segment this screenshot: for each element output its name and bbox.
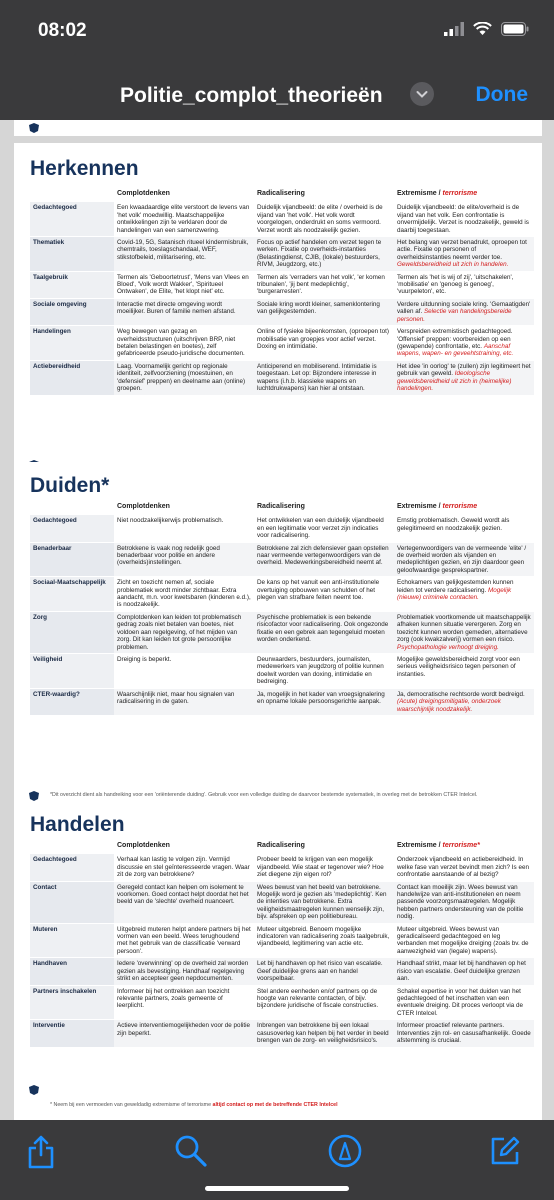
row-label: Muteren bbox=[30, 923, 114, 958]
duiden-footnote: *Dit overzicht dient als handreiking voor een 'oriënterende duiding'. Gebruik voor een volledige duiding de daarvoor bestemde systematiek, in overleg met de betrokken CTER Intelcel. bbox=[50, 792, 478, 798]
row-label: Thematiek bbox=[30, 236, 114, 271]
cell-red-text: Ideologische geweldsbereidheid uit zich in (heimelijke) handelingen. bbox=[397, 370, 512, 393]
table-row bbox=[30, 881, 534, 923]
row-label: Veiligheid bbox=[30, 654, 114, 689]
cell bbox=[394, 360, 534, 394]
cell bbox=[394, 854, 534, 881]
cell: Ja, mogelijk in het kader van vroegsignalering en opname lokale persoonsgerichte aanpak. bbox=[254, 688, 394, 715]
table-row bbox=[30, 577, 534, 612]
page-handelen bbox=[14, 803, 542, 1120]
row-label: Taalgebruik bbox=[30, 271, 114, 298]
done-button[interactable]: Done bbox=[475, 83, 528, 106]
battery-icon bbox=[501, 22, 530, 36]
cell-text: Ja, democratische rechtsorde wordt bedreigd. bbox=[397, 690, 525, 698]
table-row bbox=[30, 271, 534, 298]
cell: Verhaal kan lastig te volgen zijn. Vermijd discussie en stel geïnteresseerde vragen. Waar zit de zorg van betrokkene? bbox=[114, 854, 254, 881]
header-empty bbox=[30, 841, 114, 854]
row-label: Benaderbaar bbox=[30, 542, 114, 577]
status-icons bbox=[444, 22, 530, 36]
cell: Muteer uitgebreid. Benoem mogelijke indicatoren van radicalisering zoals taalgebruik, vijandbeeld, legitimering van actie etc. bbox=[254, 923, 394, 958]
header-empty bbox=[30, 502, 114, 515]
header-extremisme bbox=[394, 502, 534, 515]
document-title[interactable]: Politie_complot_theorieën bbox=[120, 84, 383, 107]
table-row bbox=[30, 360, 534, 394]
table-header-row bbox=[30, 189, 534, 202]
table-row bbox=[30, 923, 534, 958]
cell-red-text: Selectie van handelingsbereide personen. bbox=[397, 308, 512, 323]
row-label: Interventie bbox=[30, 1020, 114, 1047]
page-previous bbox=[14, 120, 542, 136]
cell-red-text: (Acute) dreigingsmitigatie, onderzoek waarschijnlijk noodzakelijk. bbox=[397, 698, 501, 713]
police-logo-icon bbox=[28, 1084, 40, 1096]
cell: Sociale kring wordt kleiner, samenklontering van gelijkgestemden. bbox=[254, 298, 394, 325]
cell bbox=[394, 923, 534, 958]
cell-text: Verdere uitdunning sociale kring. 'Gemaatigden' vallen af. bbox=[397, 300, 531, 316]
chevron-down-icon bbox=[410, 82, 434, 106]
cell: Let bij handhaven op het risico van escalatie. Geef duidelijke grens aan en handel voorspelbaar. bbox=[254, 958, 394, 985]
row-label: Gedachtegoed bbox=[30, 202, 114, 237]
cell-red-text: Aanschaf wapens, wapen- en geveehtstraining, etc. bbox=[397, 343, 514, 358]
row-label: Gedachtegoed bbox=[30, 515, 114, 542]
cell-text: Muteer uitgebreid. Wees bewust van geradicaliseerd gedachtegoed en leg verbanden met mogelijke dreiging (zoals bv. de aanwezigheid van (legale) wapens). bbox=[397, 925, 529, 955]
table-row bbox=[30, 611, 534, 653]
herkennen-table bbox=[30, 189, 534, 395]
cell bbox=[394, 1020, 534, 1047]
cell-text: Vertegenwoordigers van de vermeende 'elite' / de overheid worden als vijanden en medeplichtigen gezien, en zijn daardoor geen geloofwaardige gesprekspartner. bbox=[397, 544, 527, 574]
cell: Inbrengen van betrokkene bij een lokaal casusoverleg kan helpen bij het verder in beeld brengen van de zorg- en veiligheidsrisico's. bbox=[254, 1020, 394, 1047]
cell: Niet noodzakelijkerwijs problematisch. bbox=[114, 515, 254, 542]
cell bbox=[394, 881, 534, 923]
home-indicator[interactable] bbox=[205, 1186, 349, 1191]
table-row bbox=[30, 326, 534, 361]
cell-text: Problematiek voortkomende uit maatschappelijk afhaken kunnen situatie verergeren. Zorg en toezicht kunnen worden gemeden, alternatieve zorg (ook kwakzalverij) vormen een risico. bbox=[397, 613, 531, 644]
cell-text: Mogelijke geweldsbereidheid zorgt voor een serieus veiligheidsrisico tegen personen of instanties. bbox=[397, 656, 520, 678]
nav-bar bbox=[0, 60, 554, 120]
row-label: Handhaven bbox=[30, 958, 114, 985]
cell-red-text: Psychopathologie verhoogt dreiging. bbox=[397, 643, 499, 651]
search-icon[interactable] bbox=[174, 1134, 208, 1168]
header-terrorisme-text: terrorisme bbox=[442, 190, 478, 197]
cell bbox=[394, 654, 534, 689]
share-icon[interactable] bbox=[26, 1134, 56, 1170]
cell-text: Duidelijk vijandbeeld: de elite/overheid is de vijand van het volk. Een confrontatie is onvermijdelijk. Verzet is noodzakelijk, geweld is daarbij toegestaan. bbox=[397, 204, 529, 234]
row-label: CTER-waardig? bbox=[30, 688, 114, 715]
table-row bbox=[30, 236, 534, 271]
cell-text: Schakel expertise in voor het duiden van het gedachtegoed of het inschatten van een eventuele dreiging. Dit proces verloopt via de CTER Intelcel. bbox=[397, 987, 524, 1017]
cell: Waarschijnlijk niet, maar hou signalen van radicalisering in de gaten. bbox=[114, 688, 254, 715]
cell: Deurwaarders, bestuurders, journalisten, medewerkers van jeugdzorg of politie kunnen doelwit worden van doxing, intimidatie en bedreiging. bbox=[254, 654, 394, 689]
table-row bbox=[30, 854, 534, 881]
cell bbox=[394, 577, 534, 612]
title-menu-button[interactable] bbox=[410, 82, 434, 106]
markup-icon[interactable] bbox=[328, 1134, 362, 1168]
document-viewer[interactable] bbox=[0, 120, 554, 1120]
cell: Termen als 'Geboortetrust', 'Mens van Vlees en Bloed', 'Volk wordt Wakker', 'Spiritueel Ontwaken', de Elite, 'het klopt niet' etc. bbox=[114, 271, 254, 298]
duiden-table bbox=[30, 502, 534, 715]
table-row bbox=[30, 654, 534, 689]
cell: Covid-19, 5G, Satanisch ritueel kindermisbruik, chemtrails, toeslagschandaal, WEF, stikstofbeleid, militarisering, etc. bbox=[114, 236, 254, 271]
cell: Termen als 'verraders van het volk', 'er komen tribunalen', 'jij bent medeplichtig', 'burgerarresten'. bbox=[254, 271, 394, 298]
cell-text: Termen als 'het is wij of zij', 'uitschakelen', 'mobilisatie' en 'genoeg is genoeg', 'vuurpeleton', etc. bbox=[397, 273, 514, 296]
cell bbox=[394, 271, 534, 298]
cell-text: Onderzoek vijandbeeld en actiebereidheid. In welke fase van verzet bevindt men zich? Is een confrontatie aanstaande of al bezig? bbox=[397, 856, 529, 879]
table-row bbox=[30, 985, 534, 1020]
header-terrorisme-text: terrorisme* bbox=[442, 842, 480, 849]
cell-text: Informeer proactief relevante partners. Interventies zijn rol- en casusafhankelijk. Goede afstemming is cruciaal. bbox=[397, 1022, 531, 1045]
table-row bbox=[30, 688, 534, 715]
handelen-footnote bbox=[50, 1102, 338, 1108]
header-extremisme-text: Extremisme / bbox=[397, 842, 443, 849]
footnote-bold-text: altijd contact op met de betreffende CTER Intelcel bbox=[212, 1102, 338, 1108]
status-time: 08:02 bbox=[38, 20, 87, 41]
cell-text: Contact kan moeilijk zijn. Wees bewust van handelwijze van anti-institutionelen en neem passende voorzorgsmaatregelen. Mogelijk hebben partners ondersteuning van de politie nodig. bbox=[397, 883, 524, 921]
cell: Uitgebreid muteren helpt andere partners bij het vormen van een beeld. Wees terughoudend met het gebruik van de classificatie 'verward persoon'. bbox=[114, 923, 254, 958]
cell bbox=[394, 202, 534, 237]
table-row bbox=[30, 515, 534, 542]
cell: Zicht en toezicht nemen af, sociale problematiek wordt minder zichtbaar. Extra aandacht, m.n. voor kwetsbaren (kinderen e.d.), is noodzakelijk. bbox=[114, 577, 254, 612]
header-empty bbox=[30, 189, 114, 202]
table-header-row bbox=[30, 502, 534, 515]
row-label: Sociale omgeving bbox=[30, 298, 114, 325]
cell: Interactie met directe omgeving wordt moeilijker. Buren of familie nemen afstand. bbox=[114, 298, 254, 325]
row-label: Handelingen bbox=[30, 326, 114, 361]
footnote-text: * Neem bij een vermoeden van geweldadig extremisme of terrorisme bbox=[50, 1102, 213, 1108]
header-complotdenken: Complotdenken bbox=[117, 842, 170, 849]
cell: Betrokkene zal zich defensiever gaan opstellen naar vermeende vertegenwoordigers van de overheid. Medewerkingsbereidheid neemt af. bbox=[254, 542, 394, 577]
cell: Wees bewust van het beeld van betrokkene. Mogelijk word je gezien als 'medeplichtig'. Ken de intenties van betrokkene. Extra veiligheidsmaatregelen kunnen wenselijk zijn, bijv. afspreken op een politiebureau. bbox=[254, 881, 394, 923]
cell: Het ontwikkelen van een duidelijk vijandbeeld en een legitimatie voor verzet zijn indicaties voor radicalisering. bbox=[254, 515, 394, 542]
wifi-icon bbox=[473, 22, 492, 36]
row-label: Actiebereidheid bbox=[30, 360, 114, 394]
section-title: Handelen bbox=[30, 813, 125, 836]
header-radicalisering: Radicalisering bbox=[257, 503, 305, 510]
police-logo-icon bbox=[28, 790, 40, 802]
cell-text: Handhaaf strikt, maar let bij handhaven op het risico van escalatie. Geef duidelijke grenzen aan. bbox=[397, 960, 526, 983]
police-logo-icon bbox=[28, 122, 40, 134]
cell: Stel andere eenheden en/of partners op de hoogte van relevante contacten, of bijv. bijzondere juridische of fiscale constructies. bbox=[254, 985, 394, 1020]
row-label: Contact bbox=[30, 881, 114, 923]
header-extremisme-text: Extremisme / bbox=[397, 503, 443, 510]
cell: Informeer bij het onttrekken aan toezicht relevante partners, zoals gemeente of leerplicht. bbox=[114, 985, 254, 1020]
cell bbox=[394, 958, 534, 985]
cell-red-text: Mogelijk (nieuwe) criminele contacten. bbox=[397, 586, 512, 602]
cell: Actieve interventiemogelijkheden voor de politie zijn beperkt. bbox=[114, 1020, 254, 1047]
handelen-table bbox=[30, 841, 534, 1047]
cell: Probeer beeld te krijgen van een mogelijk vijandbeeld. Wie staat er tegenover wie? Hoe ziet diegene zijn eigen rol? bbox=[254, 854, 394, 881]
row-label: Gedachtegoed bbox=[30, 854, 114, 881]
cell-red-text: Geweldsbereidheid uit zich in handelen. bbox=[397, 261, 509, 269]
table-row bbox=[30, 202, 534, 237]
edit-icon[interactable] bbox=[488, 1134, 522, 1168]
page-herkennen bbox=[14, 143, 542, 479]
cell: Weg bewegen van gezag en overheidsstructuren (uitschrijven BRP, niet betalen belastingen en boetes), zelf gefabriceerde pseudo-juridische documenten. bbox=[114, 326, 254, 361]
table-header-row bbox=[30, 841, 534, 854]
cell-text: Ernstig problematisch. Geweld wordt als gelegitimeerd en noodzakelijk gezien. bbox=[397, 517, 510, 532]
page-duiden bbox=[14, 462, 542, 830]
header-terrorisme-text: terrorisme bbox=[442, 503, 478, 510]
cell bbox=[394, 688, 534, 715]
cell-text: Echokamers van gelijkgestemden kunnen leiden tot verdere radicalisering. bbox=[397, 579, 514, 594]
cell bbox=[394, 611, 534, 653]
cell: Psychische problematiek is een bekende risicofactor voor radicalisering. Ook ongezonde fixatie en een gebrek aan tegengeluid moeten worden onderkend. bbox=[254, 611, 394, 653]
cell: Complotdenken kan leiden tot problematisch gedrag zoals niet betalen van boetes, niet voldoen aan regelgeving, of het mijden van zorg. Dit kan leiden tot grote persoonlijke problemen. bbox=[114, 611, 254, 653]
header-radicalisering: Radicalisering bbox=[257, 842, 305, 849]
cell bbox=[394, 236, 534, 271]
signal-icon bbox=[444, 22, 464, 36]
table-row bbox=[30, 542, 534, 577]
cell: Dreiging is beperkt. bbox=[114, 654, 254, 689]
cell: Duidelijk vijandbeeld: de elite / overheid is de vijand van 'het volk'. Het volk wordt voorgelogen, onderdrukt en soms vermoord. Verzet wordt als noodzakelijk gezien. bbox=[254, 202, 394, 237]
row-label: Zorg bbox=[30, 611, 114, 653]
cell: Een kwaadaardige elite verstoort de levens van 'het volk' moedwillig. Maatschappelijke ontwikkelingen zijn te verklaren door de handelingen van een samenzwering. bbox=[114, 202, 254, 237]
header-complotdenken: Complotdenken bbox=[117, 503, 170, 510]
cell: Iedere 'overwinning' op de overheid zal worden gezien als bevestiging. Handhaaf regelgeving strikt en accepteer geen nepdocumenten. bbox=[114, 958, 254, 985]
row-label: Partners inschakelen bbox=[30, 985, 114, 1020]
cell-text: Verspreiden extremistisch gedachtegoed. 'Offensief' preppen: voorbereiden op een (gewapende) confrontatie, etc. bbox=[397, 328, 513, 350]
header-extremisme-text: Extremisme / bbox=[397, 190, 443, 197]
cell-text: Het idee 'in oorlog' te (zullen) zijn legitimeert het gebruik van geweld. bbox=[397, 362, 531, 378]
status-bar bbox=[0, 0, 554, 60]
table-row bbox=[30, 958, 534, 985]
section-title: Duiden* bbox=[30, 474, 110, 497]
cell bbox=[394, 298, 534, 325]
table-row bbox=[30, 298, 534, 325]
header-extremisme bbox=[394, 841, 534, 854]
cell-text: Het belang van verzet benadrukt, oproepen tot actie. Fixatie op personen of overheidsinstanties neemt verder toe. bbox=[397, 238, 527, 261]
cell: Focus op actief handelen om verzet tegen te werken. Fixatie op overheids-instanties (Belastingdienst, CJIB, (lokale) bestuurders, RIVM, Jeugdzorg, etc.) bbox=[254, 236, 394, 271]
cell: Geregeld contact kan helpen om isolement te voorkomen. Goed contact helpt doordat het het beeld van de 'slechte' overheid nuanceert. bbox=[114, 881, 254, 923]
row-label: Sociaal-Maatschappelijk bbox=[30, 577, 114, 612]
section-title: Herkennen bbox=[30, 157, 139, 180]
cell: Anticiperend en mobiliserend. Intimidatie is toegestaan. Let op: Bijzondere interesse in wapens (i.h.b. klassieke wapens en luchtdrukwapens) kan hier al ontstaan. bbox=[254, 360, 394, 394]
table-row bbox=[30, 1020, 534, 1047]
cell bbox=[394, 326, 534, 361]
cell: Betrokkene is vaak nog redelijk goed benaderbaar voor politie en andere (overheids)instellingen. bbox=[114, 542, 254, 577]
header-complotdenken: Complotdenken bbox=[117, 190, 170, 197]
cell: Laag. Voornamelijk gericht op regionale identiteit, zelfvoorziening (moestuinen, en 'defensief' preppen) en deelname aan (online) groepen. bbox=[114, 360, 254, 394]
cell: Online of fysieke bijeenkomsten, (oproepen tot) mobilisatie van groepjes voor actief verzet. Doxing en intimidatie. bbox=[254, 326, 394, 361]
cell bbox=[394, 542, 534, 577]
header-extremisme bbox=[394, 189, 534, 202]
header-radicalisering: Radicalisering bbox=[257, 190, 305, 197]
cell bbox=[394, 985, 534, 1020]
cell: De kans op het vanuit een anti-institutionele overtuiging opbouwen van schulden of het plegen van strafbare feiten neemt toe. bbox=[254, 577, 394, 612]
cell bbox=[394, 515, 534, 542]
